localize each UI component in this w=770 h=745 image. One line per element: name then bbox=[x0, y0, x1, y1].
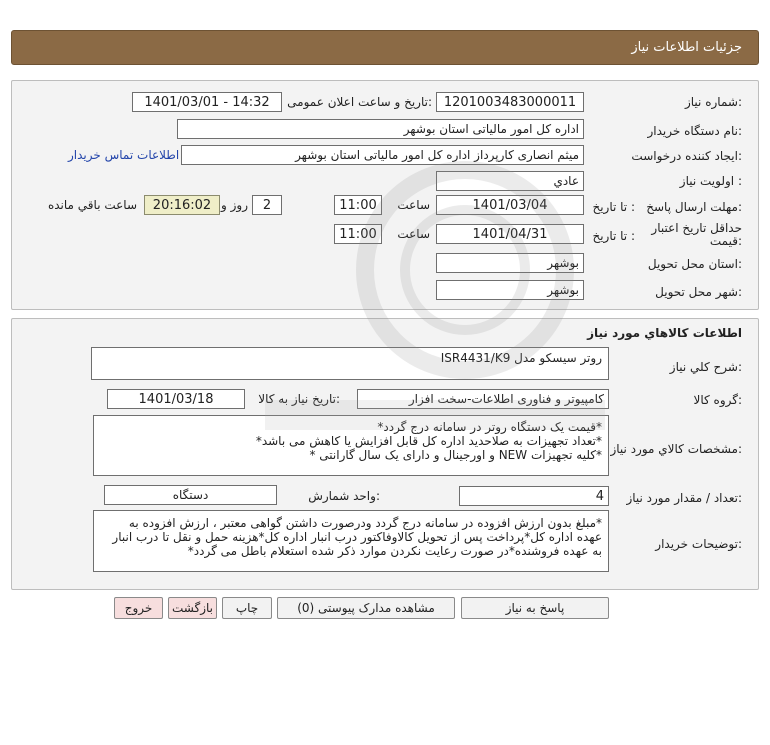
goods-group-field: کامپیوتر و فناوری اطلاعات-سخت افزار bbox=[357, 389, 609, 409]
quantity-label: تعداد / مقدار مورد نیاز: bbox=[626, 491, 742, 505]
goods-section-title: اطلاعات کالاهاي مورد نیاز bbox=[587, 326, 742, 340]
general-summary-label: شرح کلي نیاز: bbox=[669, 360, 742, 374]
reply-to-need-button[interactable]: پاسخ به نیاز bbox=[461, 597, 609, 619]
goods-specs-label: مشخصات کالاي مورد نیاز: bbox=[610, 442, 742, 456]
deadline-date-field: 1401/03/04 bbox=[436, 195, 584, 215]
price-validity-label-text: حداقل تاریخ اعتبار قیمت: bbox=[651, 221, 742, 248]
deadline-time-field: 11:00 bbox=[334, 195, 382, 215]
unit-label: واحد شمارش: bbox=[308, 489, 380, 503]
announce-datetime-label: تاریخ و ساعت اعلان عمومی: bbox=[287, 95, 432, 109]
remaining-time-field: 20:16:02 bbox=[144, 195, 220, 215]
validity-time-label: ساعت bbox=[397, 227, 430, 241]
validity-date-field: 1401/04/31 bbox=[436, 224, 584, 244]
print-button[interactable]: چاپ bbox=[222, 597, 272, 619]
need-number-field: 1201003483000011 bbox=[436, 92, 584, 112]
goods-specs-field bbox=[93, 415, 609, 476]
days-label: روز و bbox=[221, 198, 248, 212]
remaining-time-label: ساعت باقي مانده bbox=[47, 198, 137, 212]
back-button[interactable]: بازگشت bbox=[168, 597, 217, 619]
need-date-field: 1401/03/18 bbox=[107, 389, 245, 409]
delivery-province-field: بوشهر bbox=[436, 253, 584, 273]
delivery-province-label: استان محل تحویل: bbox=[647, 257, 742, 271]
deadline-time-label: ساعت bbox=[397, 198, 430, 212]
deadline-label: مهلت ارسال پاسخ: bbox=[646, 200, 742, 214]
buyer-org-field: اداره کل امور مالیاتی استان بوشهر bbox=[177, 119, 584, 139]
exit-button[interactable]: خروج bbox=[114, 597, 163, 619]
need-number-label: شماره نیاز: bbox=[684, 95, 742, 109]
buyer-org-label: نام دستگاه خریدار: bbox=[647, 124, 742, 138]
validity-time-field: 11:00 bbox=[334, 224, 382, 244]
view-attachments-button[interactable]: مشاهده مدارک پیوستی (0) bbox=[277, 597, 455, 619]
page-title: جزئیات اطلاعات نیاز bbox=[631, 40, 742, 55]
priority-field: عادي bbox=[436, 171, 584, 191]
delivery-city-field: بوشهر bbox=[436, 280, 584, 300]
goods-group-label: گروه کالا: bbox=[693, 393, 742, 407]
goods-specs-line: *کلیه تجهیزات NEW و اورجینال و دارای یک سال گارانتی * bbox=[309, 448, 602, 462]
validity-to-date-label: تا تاریخ : bbox=[592, 229, 635, 243]
unit-field: دستگاه bbox=[104, 485, 277, 505]
requester-field: میثم انصاری کارپرداز اداره کل امور مالیاتی استان بوشهر bbox=[181, 145, 584, 165]
buyer-notes-label: توضیحات خریدار: bbox=[655, 537, 742, 551]
price-validity-label bbox=[632, 222, 742, 248]
priority-label: اولویت نیاز : bbox=[679, 174, 742, 188]
deadline-to-date-label: تا تاریخ : bbox=[592, 200, 635, 214]
requester-label: ایجاد کننده درخواست: bbox=[631, 149, 742, 163]
buyer-contact-link[interactable]: اطلاعات تماس خریدار bbox=[68, 148, 180, 162]
announce-datetime-field: 1401/03/01 - 14:32 bbox=[132, 92, 282, 112]
buyer-notes-text: *مبلغ بدون ارزش افزوده در سامانه درج گردد ودرصورت داشتن گواهی معتبر ، ارزش افزوده به عهده اداره کل*پرداخت پس از تحویل کالاوفاکتور درب انبار اداره کل*هزینه حمل و نقل تا درب انبار به عهده فروشنده*در صورت رعایت نکردن موارد ذکر شده استعلام باطل می گردد* bbox=[112, 516, 602, 558]
need-details-panel bbox=[11, 80, 759, 310]
general-summary-field bbox=[91, 347, 609, 380]
general-summary-text: روتر سیسکو مدل ISR4431/K9 bbox=[440, 351, 602, 365]
buyer-notes-field bbox=[93, 510, 609, 572]
page-title-bar bbox=[11, 30, 759, 65]
goods-specs-line: *قیمت یک دستگاه روتر در سامانه درج گردد* bbox=[377, 420, 602, 434]
quantity-field: 4 bbox=[459, 486, 609, 506]
need-date-label: تاریخ نیاز به کالا: bbox=[258, 392, 340, 406]
days-remaining-field: 2 bbox=[252, 195, 282, 215]
delivery-city-label: شهر محل تحویل: bbox=[655, 285, 742, 299]
goods-specs-line: *تعداد تجهیزات به صلاحدید اداره کل قابل افزایش یا کاهش می باشد* bbox=[255, 434, 602, 448]
